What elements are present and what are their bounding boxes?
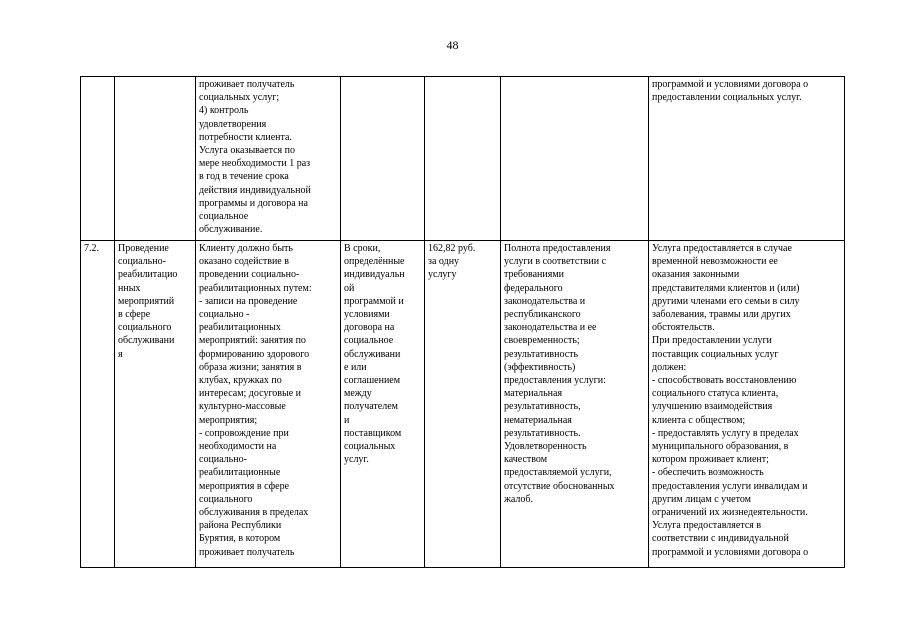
service-quality-cell: [501, 77, 649, 241]
service-conditions-cell: Услуга предоставляется в случае временной невозможности ее оказания законными представителями клиентов и (или) другими членами его семьи в силу заболевания, травмы или других обстоятельств. При предоставлении услуги поставщик социальных услуг должен: - способствовать восстановлению социального статуса клиента, улучшению взаимодействия клиента с обществом; - предоставлять услугу в пределах муниципального образования, в котором проживает клиент; - обеспечить возможность предоставления услуги инвалидам и другим лицам с учетом ограничений их жизнедеятельности. Услуга предоставляется в соответствии с индивидуальной программой и условиями договора о: [649, 241, 845, 568]
row-number-cell: 7.2.: [81, 241, 115, 568]
service-name-cell: Проведение социально- реабилитацио нных мероприятий в сфере социального обслуживани я: [115, 241, 196, 568]
service-name-cell: [115, 77, 196, 241]
service-terms-cell: В сроки, определённые индивидуальн ой программой и условиями договора на социальное обслуживани е или соглашением между получателем и поставщиком социальных услуг.: [341, 241, 425, 568]
services-table: [80, 76, 845, 568]
service-tariff-cell: 162,82 руб. за одну услугу: [425, 241, 501, 568]
service-conditions-cell: программой и условиями договора о предоставлении социальных услуг.: [649, 77, 845, 241]
service-quality-cell: Полнота предоставления услуги в соответствии с требованиями федерального законодательства и республиканского законодательства и ее своевременность; результативность (эффективность) предоставления услуги: материальная результативность, нематериальная результативность. Удовлетворенность качеством предоставляемой услуги, отсутствие обоснованных жалоб.: [501, 241, 649, 568]
service-description-cell: проживает получатель социальных услуг; 4) контроль удовлетворения потребности клиента. Услуга оказывается по мере необходимости 1 раз в год в течение срока действия индивидуальной программы и договора на социальное обслуживание.: [196, 77, 341, 241]
service-tariff-cell: [425, 77, 501, 241]
service-terms-cell: [341, 77, 425, 241]
row-number-cell: [81, 77, 115, 241]
page-number: 48: [446, 38, 459, 52]
service-description-cell: Клиенту должно быть оказано содействие в проведении социально- реабилитационных путем: - записи на проведение социально - реабилитационных мероприятий: занятия по формированию здорового образа жизни; занятия в клубах, кружках по интересам; досуговые и культурно-массовые мероприятия; - сопровождение при необходимости на социально- реабилитационные мероприятия в сфере социального обслуживания в пределах района Республики Бурятия, в котором проживает получатель: [196, 241, 341, 568]
table-row: [81, 77, 845, 241]
table-row: [81, 241, 845, 568]
